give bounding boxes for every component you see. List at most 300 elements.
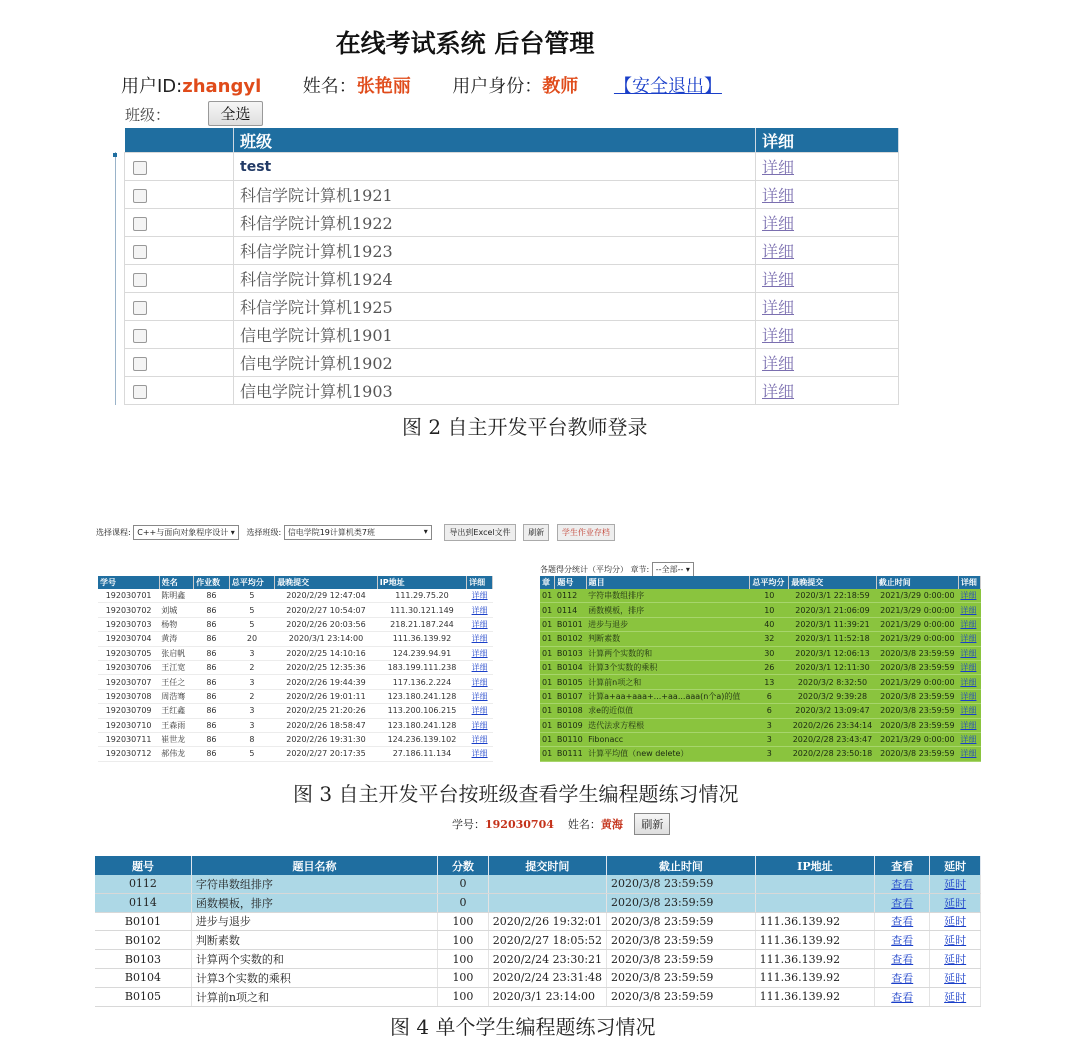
ip-address: 113.200.106.215 xyxy=(377,704,466,718)
fig4-col-header: 提交时间 xyxy=(488,856,606,875)
problem-title: 迭代法求方程根 xyxy=(586,718,750,732)
student-no: 192030709 xyxy=(98,704,159,718)
view-link[interactable]: 查看 xyxy=(875,987,930,1006)
user-id-label: 用户ID: xyxy=(121,76,183,97)
avg-score: 6 xyxy=(750,689,789,703)
course-select[interactable]: C++与面向对象程序设计 ▾ xyxy=(133,525,239,540)
detail-link[interactable]: 详细 xyxy=(958,589,980,603)
score: 100 xyxy=(438,987,489,1006)
ip-address: 117.136.2.224 xyxy=(377,675,466,689)
problem-no: 0112 xyxy=(555,589,586,603)
chevron-down-icon: ▾ xyxy=(423,527,428,536)
deadline: 2021/3/29 0:00:00 xyxy=(876,732,958,746)
fig4-col-header: 查看 xyxy=(875,856,930,875)
student-row xyxy=(98,589,493,603)
chapter: 01 xyxy=(540,675,555,689)
problem-no: B0104 xyxy=(555,660,586,674)
avg-score: 8 xyxy=(229,732,274,746)
view-link[interactable]: 查看 xyxy=(875,950,930,969)
class-row xyxy=(125,349,899,377)
chapter: 01 xyxy=(540,589,555,603)
row-checkbox-cell xyxy=(125,349,234,377)
ip-address: 124.239.94.91 xyxy=(377,646,466,660)
last-submit: 2020/3/1 11:39:21 xyxy=(789,617,877,631)
last-submit: 2020/3/1 22:18:59 xyxy=(789,589,877,603)
student-no: 192030703 xyxy=(98,617,159,631)
deadline: 2020/3/8 23:59:59 xyxy=(876,704,958,718)
fig4-row xyxy=(95,968,981,987)
detail-link[interactable]: 详细 xyxy=(467,704,493,718)
row-checkbox-cell xyxy=(125,377,234,405)
homework-count: 86 xyxy=(194,632,230,646)
fig4-col-header: 分数 xyxy=(438,856,489,875)
student-col-header: 最晚提交 xyxy=(275,576,378,589)
fig4-row xyxy=(95,912,981,931)
student-name: 王江宽 xyxy=(159,660,193,674)
class-label: 班级： xyxy=(125,106,171,124)
fig4-col-header: 题目名称 xyxy=(191,856,437,875)
last-submit: 2020/2/26 18:58:47 xyxy=(275,718,378,732)
problem-no: B0110 xyxy=(555,732,586,746)
logout-link[interactable]: 【安全退出】 xyxy=(613,76,722,97)
problem-title: 计算3个实数的乘积 xyxy=(586,660,750,674)
ip-address: 111.36.139.92 xyxy=(755,950,874,969)
fig2-page-title: 在线考试系统 后台管理 xyxy=(335,29,595,58)
figure-4-caption: 图 4 单个学生编程题练习情况 xyxy=(390,1015,656,1039)
class-row xyxy=(125,265,899,293)
class-name: test xyxy=(234,153,756,181)
student-no: 192030704 xyxy=(98,632,159,646)
student-col-header: IP地址 xyxy=(377,576,466,589)
detail-link[interactable]: 详细 xyxy=(958,603,980,617)
deadline: 2021/3/29 0:00:00 xyxy=(876,632,958,646)
detail-link[interactable]: 详细 xyxy=(756,181,899,209)
ip-address: 111.36.139.92 xyxy=(377,632,466,646)
ip-address: 111.29.75.20 xyxy=(377,589,466,603)
score: 0 xyxy=(438,893,489,912)
student-row xyxy=(98,747,493,761)
extend-link[interactable]: 延时 xyxy=(930,987,981,1006)
row-checkbox[interactable] xyxy=(133,385,147,399)
student-row xyxy=(98,675,493,689)
detail-link[interactable]: 详细 xyxy=(467,660,493,674)
score: 100 xyxy=(438,950,489,969)
student-name: 王森雨 xyxy=(159,718,193,732)
fig4-row xyxy=(95,875,981,893)
problem-name: 判断素数 xyxy=(191,931,437,950)
detail-link[interactable]: 详细 xyxy=(958,689,980,703)
deadline: 2020/3/8 23:59:59 xyxy=(607,912,756,931)
chapter: 01 xyxy=(540,732,555,746)
homework-count: 86 xyxy=(194,589,230,603)
problem-table xyxy=(540,576,981,762)
ip-address: 218.21.187.244 xyxy=(377,617,466,631)
ip-address: 111.36.139.92 xyxy=(755,931,874,950)
chapter: 01 xyxy=(540,704,555,718)
detail-link[interactable]: 详细 xyxy=(756,377,899,405)
last-submit: 2020/2/29 12:47:04 xyxy=(275,589,378,603)
extend-link[interactable]: 延时 xyxy=(930,893,981,912)
detail-link[interactable]: 详细 xyxy=(756,321,899,349)
deadline: 2020/3/8 23:59:59 xyxy=(876,747,958,761)
fig3-stats-bar xyxy=(540,562,694,577)
stats-label: 各题得分统计（平均分） 章节: xyxy=(540,565,650,574)
problem-row xyxy=(540,617,981,631)
student-name: 王任之 xyxy=(159,675,193,689)
homework-count: 86 xyxy=(194,675,230,689)
problem-title: 函数模板，排序 xyxy=(586,603,750,617)
ip-address: 111.36.139.92 xyxy=(755,968,874,987)
student-col-header: 总平均分 xyxy=(229,576,274,589)
ip-address xyxy=(755,875,874,893)
student-no-value: 192030704 xyxy=(485,818,554,831)
student-col-header: 姓名 xyxy=(159,576,193,589)
submit-time: 2020/2/24 23:31:48 xyxy=(488,968,606,987)
chapter: 01 xyxy=(540,617,555,631)
last-submit: 2020/3/2 13:09:47 xyxy=(789,704,877,718)
view-link[interactable]: 查看 xyxy=(875,875,930,893)
score: 100 xyxy=(438,912,489,931)
problem-no: B0103 xyxy=(555,646,586,660)
last-submit: 2020/2/25 12:35:36 xyxy=(275,660,378,674)
fig4-col-header: 延时 xyxy=(930,856,981,875)
fig4-col-header: IP地址 xyxy=(755,856,874,875)
student-name: 郝伟龙 xyxy=(159,747,193,761)
ip-address: 123.180.241.128 xyxy=(377,689,466,703)
problem-name: 函数模板，排序 xyxy=(191,893,437,912)
row-checkbox-cell xyxy=(125,321,234,349)
problem-name: 字符串数组排序 xyxy=(191,875,437,893)
last-submit: 2020/3/1 12:06:13 xyxy=(789,646,877,660)
problem-no: 0114 xyxy=(555,603,586,617)
student-name-label: 姓名： xyxy=(567,818,601,831)
chevron-down-icon: ▾ xyxy=(230,528,235,537)
problem-name: 计算前n项之和 xyxy=(191,987,437,1006)
student-row xyxy=(98,617,493,631)
chapter: 01 xyxy=(540,603,555,617)
student-name: 杨物 xyxy=(159,617,193,631)
submit-time: 2020/2/26 19:32:01 xyxy=(488,912,606,931)
student-row xyxy=(98,732,493,746)
deadline: 2020/3/8 23:59:59 xyxy=(876,660,958,674)
class-name: 科信学院计算机1922 xyxy=(234,209,756,237)
detail-link[interactable]: 详细 xyxy=(756,265,899,293)
student-no: 192030711 xyxy=(98,732,159,746)
class-name: 科信学院计算机1921 xyxy=(234,181,756,209)
role-label: 用户身份： xyxy=(452,76,543,97)
fig4-col-header: 截止时间 xyxy=(607,856,756,875)
problem-title: Fibonacc xyxy=(586,732,750,746)
detail-link[interactable]: 详细 xyxy=(958,718,980,732)
row-checkbox[interactable] xyxy=(133,217,147,231)
fig2-user-bar xyxy=(121,72,722,98)
student-row xyxy=(98,646,493,660)
homework-count: 86 xyxy=(194,732,230,746)
fig4-refresh-button[interactable]: 刷新 xyxy=(634,813,670,835)
last-submit: 2020/3/1 11:52:18 xyxy=(789,632,877,646)
detail-link[interactable]: 详细 xyxy=(467,747,493,761)
chevron-down-icon: ▾ xyxy=(685,565,690,574)
view-link[interactable]: 查看 xyxy=(875,968,930,987)
class-table xyxy=(124,128,899,405)
ip-address: 124.236.139.102 xyxy=(377,732,466,746)
student-col-header: 学号 xyxy=(98,576,159,589)
ip-address: 27.186.11.134 xyxy=(377,747,466,761)
avg-score: 2 xyxy=(229,660,274,674)
detail-link[interactable]: 详细 xyxy=(467,617,493,631)
avg-score: 5 xyxy=(229,617,274,631)
extend-link[interactable]: 延时 xyxy=(930,912,981,931)
archive-homework-button[interactable]: 学生作业存档 xyxy=(557,524,615,541)
student-no: 192030707 xyxy=(98,675,159,689)
row-checkbox-cell xyxy=(125,209,234,237)
student-row xyxy=(98,632,493,646)
detail-link[interactable]: 详细 xyxy=(467,589,493,603)
last-submit: 2020/2/26 23:34:14 xyxy=(789,718,877,732)
row-checkbox[interactable] xyxy=(133,357,147,371)
detail-link[interactable]: 详细 xyxy=(958,632,980,646)
detail-link[interactable]: 详细 xyxy=(467,632,493,646)
class-row xyxy=(125,321,899,349)
row-checkbox-cell xyxy=(125,237,234,265)
score: 0 xyxy=(438,875,489,893)
student-no: 192030705 xyxy=(98,646,159,660)
detail-link[interactable]: 详细 xyxy=(958,704,980,718)
student-name: 张启帆 xyxy=(159,646,193,660)
student-no: 192030710 xyxy=(98,718,159,732)
student-row xyxy=(98,603,493,617)
avg-score: 5 xyxy=(229,603,274,617)
problem-name: 进步与退步 xyxy=(191,912,437,931)
extend-link[interactable]: 延时 xyxy=(930,950,981,969)
row-checkbox[interactable] xyxy=(133,301,147,315)
detail-link[interactable]: 详细 xyxy=(756,209,899,237)
deadline: 2020/3/8 23:59:59 xyxy=(876,718,958,732)
problem-no: B0105 xyxy=(95,987,191,1006)
problem-no: 0112 xyxy=(95,875,191,893)
export-excel-button[interactable]: 导出到Excel文件 xyxy=(444,524,515,541)
detail-link[interactable]: 详细 xyxy=(467,689,493,703)
name-value: 张艳丽 xyxy=(356,76,411,97)
class-name: 信电学院计算机1902 xyxy=(234,349,756,377)
deadline: 2021/3/29 0:00:00 xyxy=(876,617,958,631)
last-submit: 2020/2/27 10:54:07 xyxy=(275,603,378,617)
student-no: 192030706 xyxy=(98,660,159,674)
chapter: 01 xyxy=(540,718,555,732)
problem-title: 计算平均值（new delete） xyxy=(586,747,750,761)
extend-link[interactable]: 延时 xyxy=(930,875,981,893)
problem-col-header: 详细 xyxy=(958,576,980,589)
detail-link[interactable]: 详细 xyxy=(467,603,493,617)
problem-col-header: 截止时间 xyxy=(876,576,958,589)
problem-row xyxy=(540,675,981,689)
row-checkbox-cell xyxy=(125,153,234,181)
problem-col-header: 章 xyxy=(540,576,555,589)
chapter: 01 xyxy=(540,660,555,674)
problem-row xyxy=(540,603,981,617)
student-name: 黄涛 xyxy=(159,632,193,646)
deadline: 2020/3/8 23:59:59 xyxy=(876,646,958,660)
avg-score: 32 xyxy=(750,632,789,646)
homework-count: 86 xyxy=(194,704,230,718)
student-name-value: 黄海 xyxy=(600,818,623,831)
extend-link[interactable]: 延时 xyxy=(930,968,981,987)
submit-time: 2020/2/24 23:30:21 xyxy=(488,950,606,969)
problem-name: 计算3个实数的乘积 xyxy=(191,968,437,987)
row-checkbox[interactable] xyxy=(133,161,147,175)
user-id-value: zhangyl xyxy=(182,76,262,97)
problem-title: 计算a+aa+aaa+...+aa...aaa(n个a)的值 xyxy=(586,689,750,703)
problem-row xyxy=(540,747,981,761)
problem-row xyxy=(540,718,981,732)
detail-link[interactable]: 详细 xyxy=(958,747,980,761)
table-left-border xyxy=(115,152,116,405)
problem-no: B0101 xyxy=(95,912,191,931)
last-submit: 2020/2/25 14:10:16 xyxy=(275,646,378,660)
last-submit: 2020/2/26 19:01:11 xyxy=(275,689,378,703)
detail-link[interactable]: 详细 xyxy=(958,675,980,689)
last-submit: 2020/2/28 23:43:47 xyxy=(789,732,877,746)
class-row xyxy=(125,181,899,209)
problem-title: 字符串数组排序 xyxy=(586,589,750,603)
student-name: 周浩骞 xyxy=(159,689,193,703)
homework-count: 86 xyxy=(194,617,230,631)
detail-link[interactable]: 详细 xyxy=(958,646,980,660)
homework-count: 86 xyxy=(194,718,230,732)
course-label: 选择课程: xyxy=(96,528,131,537)
avg-score: 3 xyxy=(750,732,789,746)
detail-link[interactable]: 详细 xyxy=(756,237,899,265)
last-submit: 2020/2/26 20:03:56 xyxy=(275,617,378,631)
homework-count: 86 xyxy=(194,689,230,703)
detail-link[interactable]: 详细 xyxy=(958,660,980,674)
deadline: 2020/3/8 23:59:59 xyxy=(607,931,756,950)
row-checkbox[interactable] xyxy=(133,245,147,259)
student-problem-table xyxy=(95,856,981,1007)
refresh-button[interactable]: 刷新 xyxy=(523,524,549,541)
homework-count: 86 xyxy=(194,747,230,761)
class-row xyxy=(125,377,899,405)
avg-score: 3 xyxy=(229,718,274,732)
class-select-label: 选择班级: xyxy=(246,528,282,537)
ip-address: 183.199.111.238 xyxy=(377,660,466,674)
student-name: 王红鑫 xyxy=(159,704,193,718)
problem-no: B0108 xyxy=(555,704,586,718)
detail-link[interactable]: 详细 xyxy=(756,293,899,321)
deadline: 2020/3/8 23:59:59 xyxy=(607,987,756,1006)
name-label: 姓名： xyxy=(302,76,357,97)
avg-score: 2 xyxy=(229,689,274,703)
chapter: 01 xyxy=(540,747,555,761)
last-submit: 2020/3/2 8:32:50 xyxy=(789,675,877,689)
role-value: 教师 xyxy=(542,76,579,97)
row-checkbox[interactable] xyxy=(133,189,147,203)
deadline: 2020/3/8 23:59:59 xyxy=(607,875,756,893)
homework-count: 86 xyxy=(194,660,230,674)
problem-row xyxy=(540,646,981,660)
detail-link[interactable]: 详细 xyxy=(958,617,980,631)
last-submit: 2020/2/27 20:17:35 xyxy=(275,747,378,761)
avg-score: 3 xyxy=(750,718,789,732)
extend-link[interactable]: 延时 xyxy=(930,931,981,950)
class-name: 科信学院计算机1924 xyxy=(234,265,756,293)
avg-score: 26 xyxy=(750,660,789,674)
detail-link[interactable]: 详细 xyxy=(467,732,493,746)
fig4-row xyxy=(95,931,981,950)
avg-score: 30 xyxy=(750,646,789,660)
detail-link[interactable]: 详细 xyxy=(756,349,899,377)
problem-title: 判断素数 xyxy=(586,632,750,646)
detail-column-header: 详细 xyxy=(756,128,899,153)
submit-time xyxy=(488,875,606,893)
row-checkbox[interactable] xyxy=(133,273,147,287)
detail-link[interactable]: 详细 xyxy=(467,718,493,732)
deadline: 2020/3/8 23:59:59 xyxy=(607,950,756,969)
problem-no: B0102 xyxy=(555,632,586,646)
select-all-button[interactable]: 全选 xyxy=(208,101,263,126)
student-no: 192030712 xyxy=(98,747,159,761)
deadline: 2020/3/8 23:59:59 xyxy=(876,689,958,703)
last-submit: 2020/3/1 12:11:30 xyxy=(789,660,877,674)
problem-title: 计算前n项之和 xyxy=(586,675,750,689)
chapter-select[interactable]: --全部-- ▾ xyxy=(652,562,694,577)
class-row xyxy=(125,209,899,237)
student-col-header: 作业数 xyxy=(194,576,230,589)
ip-address: 111.30.121.149 xyxy=(377,603,466,617)
problem-col-header: 总平均分 xyxy=(750,576,789,589)
problem-no: B0109 xyxy=(555,718,586,732)
detail-link[interactable]: 详细 xyxy=(467,675,493,689)
row-checkbox-cell xyxy=(125,293,234,321)
fig4-row xyxy=(95,950,981,969)
problem-col-header: 最晚提交 xyxy=(789,576,877,589)
view-link[interactable]: 查看 xyxy=(875,912,930,931)
deadline: 2021/3/29 0:00:00 xyxy=(876,603,958,617)
problem-row xyxy=(540,732,981,746)
problem-row xyxy=(540,589,981,603)
class-name: 科信学院计算机1925 xyxy=(234,293,756,321)
class-select[interactable]: 信电学院19计算机类7班 ▾ xyxy=(284,525,432,540)
avg-score: 5 xyxy=(229,747,274,761)
chapter: 01 xyxy=(540,646,555,660)
fig4-col-header: 题号 xyxy=(95,856,191,875)
chapter: 01 xyxy=(540,689,555,703)
problem-no: B0105 xyxy=(555,675,586,689)
detail-link[interactable]: 详细 xyxy=(756,153,899,181)
checkbox-column-header xyxy=(125,128,234,153)
problem-row xyxy=(540,632,981,646)
problem-no: B0101 xyxy=(555,617,586,631)
view-link[interactable]: 查看 xyxy=(875,931,930,950)
student-name: 崔世龙 xyxy=(159,732,193,746)
problem-no: B0107 xyxy=(555,689,586,703)
problem-name: 计算两个实数的和 xyxy=(191,950,437,969)
student-row xyxy=(98,689,493,703)
homework-count: 86 xyxy=(194,603,230,617)
student-no: 192030701 xyxy=(98,589,159,603)
last-submit: 2020/3/1 23:14:00 xyxy=(275,632,378,646)
class-row xyxy=(125,237,899,265)
avg-score: 20 xyxy=(229,632,274,646)
row-checkbox[interactable] xyxy=(133,329,147,343)
problem-col-header: 题号 xyxy=(555,576,586,589)
detail-link[interactable]: 详细 xyxy=(958,732,980,746)
submit-time xyxy=(488,893,606,912)
view-link[interactable]: 查看 xyxy=(875,893,930,912)
detail-link[interactable]: 详细 xyxy=(467,646,493,660)
problem-no: 0114 xyxy=(95,893,191,912)
score: 100 xyxy=(438,968,489,987)
